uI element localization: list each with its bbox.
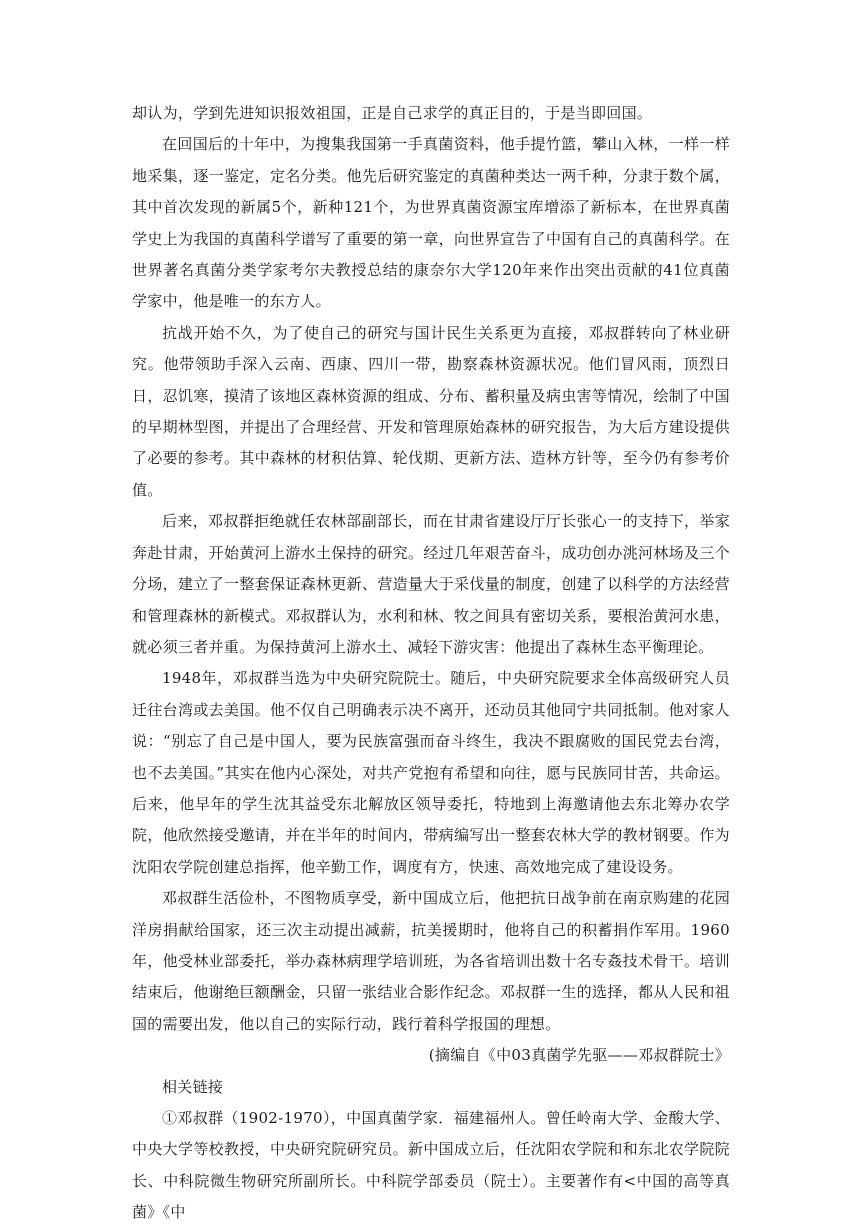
paragraph-3: 抗战开始不久，为了使自己的研究与国计民生关系更为直接，邓叔群转向了林业研究。他带领助手深入云南、西康、四川一带，勘察森林资源状况。他们冒风雨，顶烈日日，忍饥寒，摸清了该地区森林资源的组成、分布、蓄积量及病虫害等情况，绘制了中国的早期林型图，并提出了合理经营、开发和管理原始森林的研究报告，为大后方建设提供了必要的参考。其中森林的材积估算、轮伐期、更新方法、造林方针等，至今仍有参考价值。 [132,323,730,499]
paragraph-4: 后来，邓叔群拒绝就任农林部副部长，而在甘肃省建设厅厅长张心一的支持下，举家奔赴甘肃，开始黄河上游水土保持的研究。经过几年艰苦奋斗，成功创办洮河林场及三个分场，建立了一整套保证森林更新、营造量大于采伐量的制度，创建了以科学的方法经营和管理森林的新模式。邓叔群认为，水利和林、牧之间具有密切关系，要根治黄河水患，就必须三者并重。为保持黄河上游水土、减轻下游灾害：他提出了森林生态平衡理论。 [132,512,730,656]
source-citation: (摘编自《中03真菌学先驱——邓叔群院士》 [428,1046,730,1065]
paragraph-5: 1948年，邓叔群当选为中央研究院院士。随后，中央研究院要求全体高级研究人员迁往台湾或去美国。他不仅自己明确表示决不离开，还动员其他同宁共同抵制。他对家人说：“别忘了自己是中国人，要为民族富强而奋斗终生，我决不跟腐败的国民党去台湾，也不去美国。”其实在他内心深处，对共产党抱有希望和向往，愿与民族同甘苦，共命运。后来，他早年的学生沈其益受东北解放区领导委托，特地到上海邀请他去东北筹办农学院，他欣然接受邀请，并在半年的时间内，带病编写出一整套农林大学的教材钢要。作为沈阳农学院创建总指挥，他辛勤工作，调度有方，快速、高效地完成了建设设务。 [132,669,730,876]
paragraph-6: 邓叔群生活俭朴，不图物质享受，新中国成立后，他把抗日战争前在南京购建的花园洋房捐献给国家，还三次主动提出减薪，抗美援期时，他将自己的积蓄捐作军用。1960年，他受林业部委托，举办森林病理学培训班，为各省培训出数十名专姦技术骨干。培训结束后，他谢绝巨额酬金，只留一张结业合影作纪念。邓叔群一生的选择，都从人民和祖国的需要出发，他以自己的实际行动，践行着科学报国的理想。 [132,889,730,1033]
paragraph-1: 却认为，学到先进知识报效祖国，正是自己求学的真正目的，于是当即回国。 [132,104,653,122]
paragraph-2: 在回国后的十年中，为搜集我国第一手真菌资料，他手提竹篮，攀山入林，一样一样地采集，逐一鉴定，定名分类。他先后研究鉴定的真菌种类达一两千种，分隶于数个属，其中首次发现的新属5个，新种121个，为世界真菌资源宝库增添了新标本，在世界真菌学史上为我国的真菌科学谱写了重要的第一章，向世界宣告了中国有自己的真菌科学。在世界著名真菌分类学家考尔夫教授总结的康奈尔大学120年来作出突出贡献的41位真菌学家中，他是唯一的东方人。 [132,135,730,311]
related-links-heading: 相关链接 [162,1077,224,1096]
document-page [132,98,730,1229]
related-item-1: ①邓叔群（1902-1970），中国真菌学家．福建福州人。曾任岭南大学、金酸大学、中央大学等校教授，中央研究院研究员。新中国成立后，任沈阳农学院和和东北农学院院长、中科院微生物研究所副所长。中科院学部委员（院士）。主要著作有<中国的高等真菌》《中 [132,1109,730,1222]
